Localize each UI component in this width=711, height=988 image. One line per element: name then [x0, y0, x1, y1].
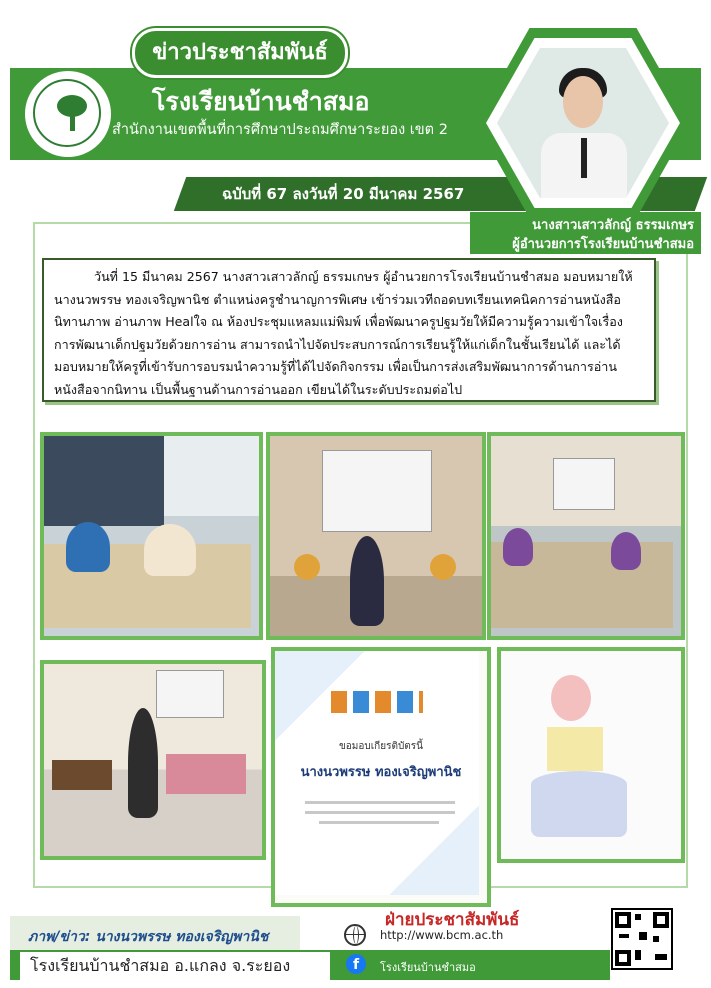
director-title: ผู้อำนวยการโรงเรียนบ้านชำสมอ — [512, 237, 694, 252]
footer-school-location: โรงเรียนบ้านชำสมอ อ.แกลง จ.ระยอง — [20, 952, 330, 980]
article-body — [42, 258, 656, 402]
school-title: โรงเรียนบ้านชำสมอ — [152, 87, 370, 116]
qr-module — [653, 936, 659, 942]
globe-icon — [344, 924, 366, 946]
photo-person — [144, 524, 196, 576]
drawing-shirt — [547, 727, 603, 771]
photo-tablecloth — [166, 754, 246, 794]
certificate-text-line — [319, 821, 439, 824]
article-text: วันที่ 15 มีนาคม 2567 นางสาวเสาวลักญ์ ธรรมเกษร ผู้อำนวยการโรงเรียนบ้านชำสมอ มอบหมายให้ นางนวพรรษ ทองเจริญพานิช ตำแหน่งครูชำนาญการพิเศษ เข้าร่วมเวทีถอดบทเรียนเทคนิคการอ่านหนังสือนิทานภาพ อ่านภาพ Healใจ ณ ห้องประชุมแหลมแม่พิมพ์ เพื่อพัฒนาครูปฐมวัยให้มีความรู้ความเข้าใจเรื่องการพัฒนาเด็กปฐมวัยด้วยการอ่าน สามารถนำไปจัดประสบการณ์การเรียนรู้ให้แก่เด็กในชั้นเรียนได้ และได้มอบหมายให้ครูที่เข้ารับการอบรมนำความรู้ที่ได้ไปจัดกิจกรรม เพื่อเป็นการส่งเสริมพัฒนาการด้านการอ่านหนังสือจากนิทาน เป็นพื้นฐานด้านการอ่านออก เขียนได้ในระดับประถมต่อไป — [54, 269, 633, 397]
qr-module — [655, 954, 667, 960]
photo-storytelling — [40, 660, 266, 860]
news-banner-label: ข่าวประชาสัมพันธ์ — [132, 28, 348, 78]
photo-flowers — [294, 554, 320, 580]
photo-bench — [52, 760, 112, 790]
facebook-icon[interactable]: f — [346, 954, 366, 974]
photo-person — [66, 522, 110, 572]
logo-ring — [33, 79, 101, 147]
drawing-skirt — [531, 771, 627, 837]
drawing-head — [551, 675, 591, 721]
photo-presenter — [128, 708, 158, 818]
qr-module — [619, 934, 629, 938]
certificate-recipient: นางนวพรรษ ทองเจริญพานิช — [300, 765, 462, 780]
qr-module — [639, 932, 647, 940]
photo-projector-screen — [553, 458, 615, 510]
photo-training-participants — [40, 432, 263, 640]
photo-drawing — [497, 647, 685, 863]
globe-equator — [346, 934, 364, 935]
photo-credit: ภาพ/ข่าว: นางนวพรรษ ทองเจริญพานิช — [28, 929, 269, 945]
globe-meridian — [353, 926, 359, 944]
qr-module — [635, 950, 641, 960]
photo-tie — [581, 138, 587, 178]
photo-presentation-stage — [266, 432, 486, 640]
qr-finder — [615, 950, 631, 966]
photo-projector-screen — [322, 450, 432, 532]
school-logo — [22, 68, 114, 160]
pr-department-title: ฝ่ายประชาสัมพันธ์ — [385, 910, 520, 930]
photo-person — [503, 528, 533, 566]
photo-person — [611, 532, 641, 570]
logo-tree-icon — [57, 95, 87, 117]
issue-number: ฉบับที่ 67 ลงวันที่ 20 มีนาคม 2567 — [222, 185, 465, 203]
photo-flowers — [430, 554, 456, 580]
website-link[interactable]: http://www.bcm.ac.th — [380, 928, 504, 942]
certificate-logos — [331, 691, 423, 713]
certificate-heading: ขอมอบเกียรติบัตรนี้ — [338, 741, 424, 752]
agency-subtitle: สำนักงานเขตพื้นที่การศึกษาประถมศึกษาระยอง เขต 2 — [112, 122, 448, 138]
certificate-text-line — [305, 801, 455, 804]
qr-module — [635, 914, 641, 920]
photo-meeting-room — [487, 432, 685, 640]
photo-face — [563, 76, 603, 128]
photo-projector-screen — [156, 670, 224, 718]
photo-certificate — [271, 647, 491, 907]
photo-curtain — [44, 436, 164, 526]
director-name: นางสาวเสาวลักญ์ ธรรมเกษร — [532, 218, 694, 233]
qr-finder — [615, 912, 631, 928]
facebook-page-link[interactable]: โรงเรียนบ้านชำสมอ — [380, 961, 476, 974]
qr-code — [611, 908, 673, 970]
qr-finder — [653, 912, 669, 928]
certificate-text-line — [305, 811, 455, 814]
logo-trunk — [70, 115, 75, 131]
photo-speaker — [350, 536, 384, 626]
